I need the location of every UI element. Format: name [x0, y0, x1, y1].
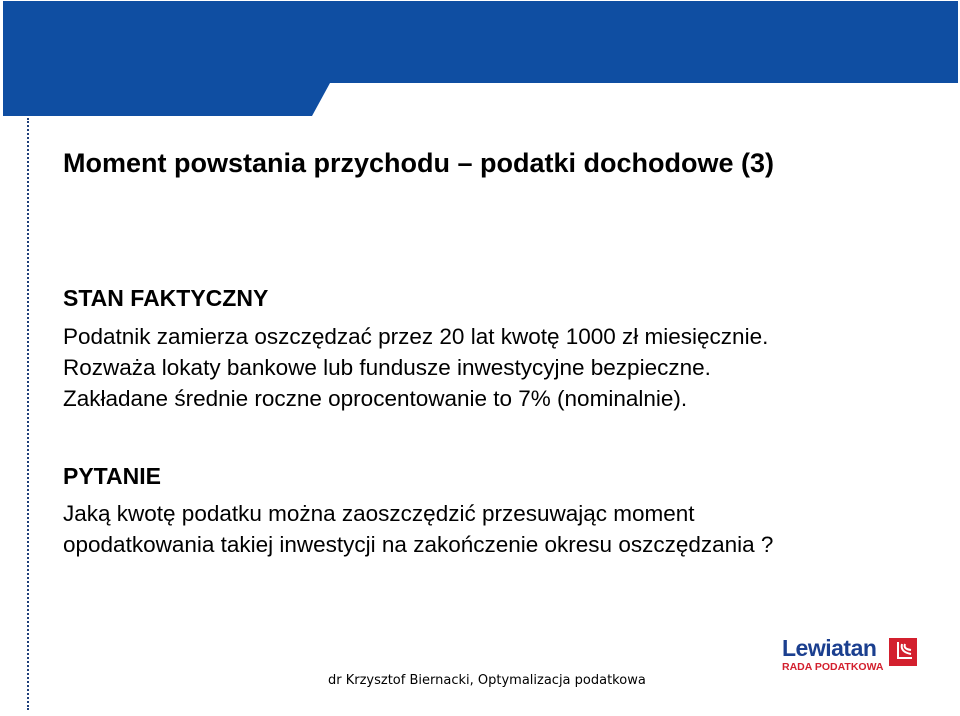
question-line: opodatkowania takiej inwestycji na zakończenie okresu oszczędzania ?	[63, 532, 774, 557]
logo-mark-icon	[889, 638, 917, 666]
header-banner	[0, 0, 960, 120]
logo-subtitle: RADA PODATKOWA	[782, 661, 884, 673]
lewiatan-logo	[782, 636, 884, 673]
facts-line: Rozważa lokaty bankowe lub fundusze inwestycyjne bezpieczne.	[63, 355, 711, 380]
dotted-divider	[27, 118, 29, 710]
facts-text	[63, 321, 768, 414]
facts-line: Podatnik zamierza oszczędzać przez 20 lat kwotę 1000 zł miesięcznie.	[63, 324, 769, 349]
question-line: Jaką kwotę podatku można zaoszczędzić przesuwając moment	[63, 501, 695, 526]
facts-heading: STAN FAKTYCZNY	[63, 285, 269, 311]
logo-name: Lewiatan	[782, 635, 877, 661]
slide-title: Moment powstania przychodu – podatki dochodowe (3)	[63, 148, 775, 178]
facts-line: Zakładane średnie roczne oprocentowanie to 7% (nominalnie).	[63, 386, 688, 411]
question-heading: PYTANIE	[63, 463, 161, 489]
footer-text: dr Krzysztof Biernacki, Optymalizacja podatkowa	[328, 673, 646, 688]
question-text	[63, 498, 773, 560]
